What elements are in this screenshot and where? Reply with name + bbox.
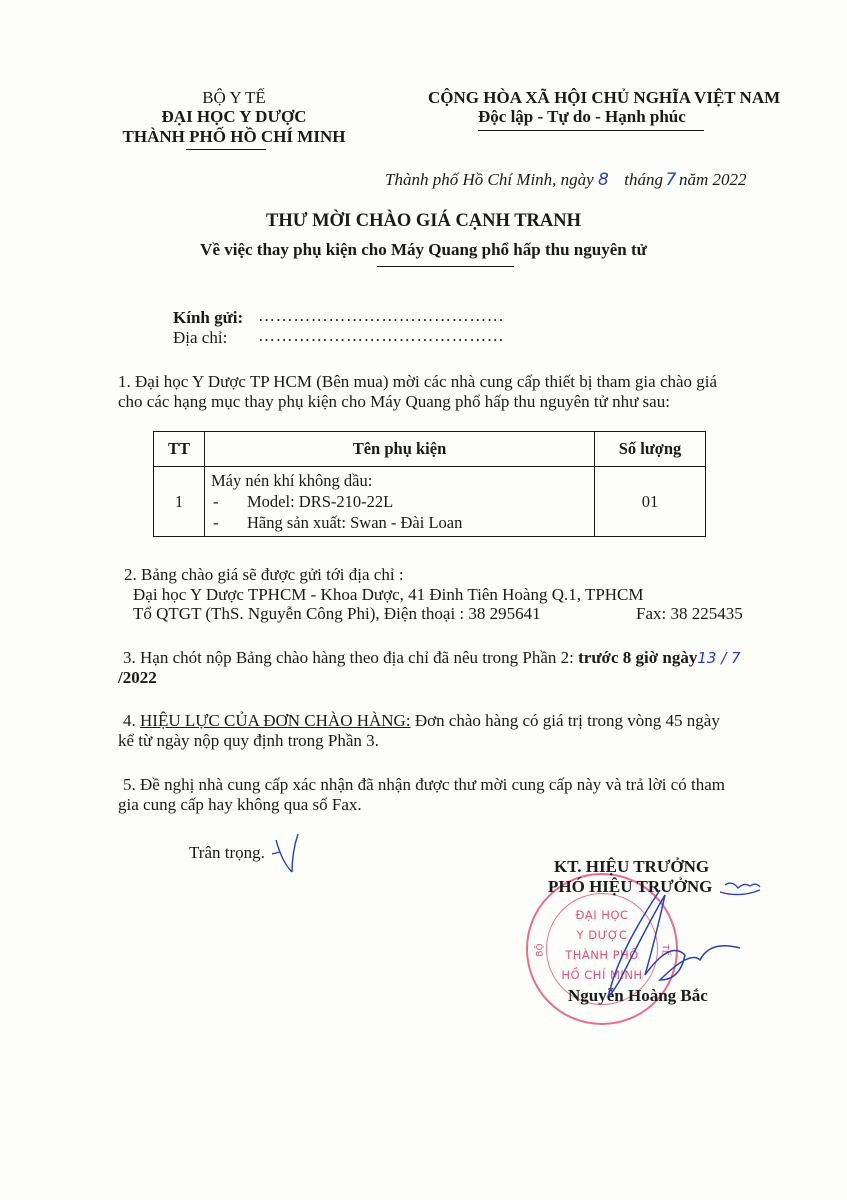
items-table [153,431,706,537]
header-left-rule [186,149,266,150]
section3-year: /2022 [118,668,157,687]
header-item-name: Tên phụ kiện [205,432,595,467]
section5-line2: gia cung cấp hay không qua số Fax. [118,795,362,814]
row-tt: 1 [154,467,205,537]
country-name: CỘNG HÒA XÃ HỘI CHỦ NGHĨA VIỆT NAM [428,88,781,107]
section4-heading: HIỆU LỰC CỦA ĐƠN CHÀO HÀNG: [140,711,411,730]
stamp-left-mark: BỘ [535,943,546,957]
header-quantity: Số lượng [595,432,706,467]
row-quantity: 01 [595,467,706,537]
item-detail-manufacturer: - Hãng sản xuất: Swan - Đài Loan [213,513,463,532]
handwritten-deadline-date: 13 / 7 [697,649,741,667]
subtitle-rule [377,266,514,267]
date-prefix: Thành phố Hồ Chí Minh, ngày [385,170,594,189]
university-city: THÀNH PHỐ HỒ CHÍ MINH [122,127,346,146]
stamp-line-4: HỒ CHÍ MINH [561,968,643,982]
signature-position: PHÓ HIỆU TRƯỞNG [548,877,713,896]
item-name: Máy nén khí không dầu: [211,471,373,490]
university-name: ĐẠI HỌC Y DƯỢC [161,107,307,126]
stamp-line-1: ĐẠI HỌC [575,908,629,922]
document-title: THƯ MỜI CHÀO GIÁ CẠNH TRANH [265,211,582,231]
row-item-description [205,467,595,537]
initials-mark-icon [270,832,310,877]
item-detail-model: - Model: DRS-210-22L [213,492,394,511]
stamp-line-2: Y DƯỢC [576,928,628,942]
section3-line1 [123,648,741,668]
national-motto: Độc lập - Tự do - Hạnh phúc [478,107,686,126]
recipient-blank: …………………………………… [258,306,505,325]
address-blank: …………………………………… [258,326,505,345]
section2-contact: Tổ QTGT (ThS. Nguyễn Công Phi), Điện thoại : 38 295641 [133,604,541,623]
section2-fax: Fax: 38 225435 [636,604,743,623]
handwritten-signature-icon [560,880,760,1010]
table-header-row [154,432,706,467]
handwritten-day: 8 [597,170,609,190]
date-line [385,170,747,190]
table-row [154,467,706,537]
date-month-label: tháng [624,170,663,189]
section1-line1: 1. Đại học Y Dược TP HCM (Bên mua) mời các nhà cung cấp thiết bị tham gia chào giá [118,372,718,391]
section2-address: Đại học Y Dược TPHCM - Khoa Dược, 41 Đinh Tiên Hoàng Q.1, TPHCM [133,585,644,604]
closing-text: Trân trọng. [189,843,265,862]
motto-rule [478,130,704,131]
section4-line2: kể từ ngày nộp quy định trong Phần 3. [118,731,379,750]
address-label: Địa chỉ: [173,328,228,347]
signature-on-behalf: KT. HIỆU TRƯỞNG [554,857,710,876]
stamp-right-mark: TẾ [659,944,670,956]
section4-line1: 4. HIỆU LỰC CỦA ĐƠN CHÀO HÀNG: Đơn chào hàng có giá trị trong vòng 45 ngày [123,711,720,730]
header-tt: TT [154,432,205,467]
handwritten-month: 7 [665,170,677,190]
date-year: năm 2022 [678,170,747,189]
section3-deadline: trước 8 giờ ngày [578,648,698,667]
section2-line1: 2. Bảng chào giá sẽ được gửi tới địa chỉ : [124,565,404,584]
recipient-label: Kính gửi: [173,308,244,327]
ministry-name: BỘ Y TẾ [202,88,266,107]
section3-text: 3. Hạn chót nộp Bảng chào hàng theo địa chỉ đã nêu trong Phần 2: [123,648,579,667]
section5-line1: 5. Đề nghị nhà cung cấp xác nhận đã nhận được thư mời cung cấp này và trả lời có tham [123,775,725,794]
stamp-line-3: THÀNH PHỐ [565,948,639,962]
section1-line2: cho các hạng mục thay phụ kiện cho Máy Quang phổ hấp thu nguyên tử như sau: [118,392,670,411]
document-subtitle: Về việc thay phụ kiện cho Máy Quang phổ hấp thu nguyên tử [200,240,647,259]
signatory-name: Nguyễn Hoàng Bắc [568,986,708,1005]
